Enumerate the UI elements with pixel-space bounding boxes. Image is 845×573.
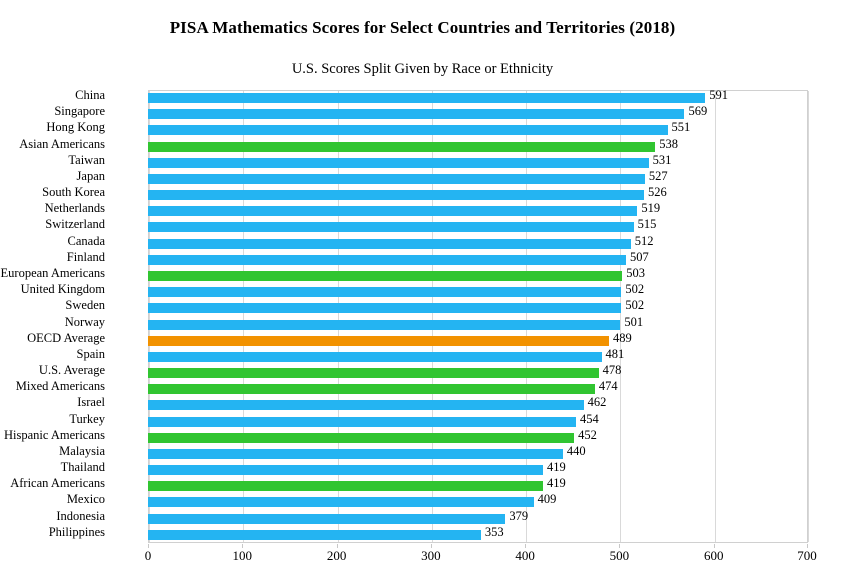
category-label: U.S. Average — [38, 363, 105, 378]
bar-row — [19, 136, 808, 157]
bar-value-label: 353 — [484, 524, 504, 539]
x-tick-label: 600 — [703, 548, 724, 563]
bar-row — [46, 120, 808, 140]
bar-value-label: 551 — [671, 120, 691, 135]
bar-row — [0, 265, 808, 286]
bar-value-label: 512 — [634, 233, 654, 248]
bar-value-label: 526 — [647, 185, 667, 200]
x-tick-label: 200 — [326, 548, 347, 563]
bar-value-label: 502 — [625, 282, 645, 297]
category-label: OECD Average — [27, 330, 105, 345]
bar-row — [76, 346, 808, 367]
category-label: China — [75, 88, 105, 102]
bar-row — [68, 152, 808, 173]
bar-value-label: 419 — [547, 476, 566, 491]
bar-row — [75, 88, 808, 108]
bar — [148, 449, 563, 459]
category-label: South Korea — [42, 185, 105, 200]
bar-row — [15, 379, 808, 399]
bar — [148, 125, 668, 135]
bar-row — [65, 298, 808, 318]
category-label: Israel — [77, 395, 105, 410]
x-tick-label: 400 — [515, 548, 535, 563]
bar — [148, 109, 684, 119]
category-label: Netherlands — [44, 201, 105, 216]
bar-row — [59, 443, 808, 464]
bar-row — [64, 314, 808, 335]
bar — [148, 190, 644, 200]
chart-title: PISA Mathematics Scores for Select Countries and Territories (2018) — [169, 18, 676, 37]
bar — [148, 417, 576, 427]
bar-value-label: 454 — [580, 411, 599, 426]
bar-row — [20, 282, 808, 302]
bar-value-label: 502 — [625, 298, 645, 313]
bar-row — [48, 524, 808, 545]
x-tick-label: 500 — [609, 548, 630, 563]
bar-value-label: 452 — [578, 427, 597, 442]
chart-subtitle: U.S. Scores Split Given by Race or Ethnicity — [291, 61, 554, 77]
bar-row — [54, 104, 808, 124]
bar-row — [60, 460, 808, 480]
bar — [148, 255, 626, 265]
x-tick-label: 300 — [421, 548, 441, 563]
bar-row — [66, 492, 808, 512]
category-label: African Americans — [10, 476, 105, 491]
bar — [148, 384, 595, 394]
bar — [148, 433, 574, 443]
bar — [148, 271, 622, 281]
x-tick-label: 0 — [144, 548, 152, 563]
bar-row — [45, 217, 808, 237]
bar-row — [66, 249, 808, 270]
bar-row — [3, 427, 808, 448]
bar-value-label: 440 — [566, 443, 586, 458]
bar — [148, 481, 543, 491]
bar-value-label: 503 — [626, 265, 645, 280]
category-label: Sweden — [65, 298, 105, 313]
gridline — [808, 91, 809, 542]
category-label: Philippines — [48, 524, 105, 539]
bar-row — [56, 508, 808, 529]
bar — [148, 239, 631, 249]
bar — [148, 287, 621, 297]
category-label: Spain — [76, 346, 105, 361]
bar-value-label: 515 — [637, 217, 657, 232]
category-label: Finland — [66, 249, 105, 264]
bar-value-label: 379 — [509, 508, 529, 523]
category-label: Singapore — [54, 104, 105, 119]
category-label: Thailand — [60, 460, 105, 475]
category-label: Canada — [67, 233, 105, 248]
bar-row — [10, 476, 808, 496]
category-label: Malaysia — [59, 443, 105, 458]
x-axis — [144, 544, 817, 570]
category-label: Indonesia — [56, 508, 105, 523]
bar-row — [77, 395, 808, 415]
x-tick-label: 100 — [232, 548, 253, 563]
bar-value-label: 409 — [537, 492, 557, 507]
bar-value-label: 507 — [630, 249, 649, 264]
bar-row — [76, 168, 808, 189]
bar — [148, 400, 584, 410]
bar-value-label: 531 — [652, 152, 672, 167]
category-label: United Kingdom — [20, 282, 105, 297]
category-label: Japan — [76, 168, 105, 183]
category-label: Mixed Americans — [15, 379, 105, 394]
category-label: Turkey — [69, 411, 105, 426]
bar — [148, 514, 505, 524]
bar-value-label: 481 — [605, 346, 625, 361]
bar — [148, 206, 637, 216]
bar — [148, 158, 649, 168]
bar-row — [69, 411, 808, 432]
bar — [148, 530, 481, 540]
category-label: Norway — [64, 314, 105, 329]
category-label: Mexico — [66, 492, 105, 507]
bar-row — [27, 330, 808, 351]
bar-series — [0, 88, 808, 543]
category-label: Hispanic Americans — [3, 427, 105, 442]
bar-value-label: 501 — [624, 314, 644, 329]
bar-row — [38, 363, 808, 383]
bar-value-label: 489 — [613, 330, 632, 345]
bar-row — [42, 185, 808, 205]
bar-value-label: 569 — [688, 104, 708, 119]
bar — [148, 465, 543, 475]
bar — [148, 368, 599, 378]
category-label: Switzerland — [45, 217, 105, 232]
bar-row — [44, 201, 808, 221]
x-tick-label: 700 — [797, 548, 817, 563]
bar-value-label: 538 — [659, 136, 678, 151]
bar — [148, 320, 620, 330]
bar — [148, 303, 621, 313]
bar-row — [67, 233, 808, 254]
bar-value-label: 478 — [602, 363, 622, 378]
bar-value-label: 462 — [587, 395, 607, 410]
bar-value-label: 527 — [648, 168, 668, 183]
bar-value-label: 519 — [641, 201, 661, 216]
bar-value-label: 419 — [547, 460, 566, 475]
bar — [148, 352, 602, 362]
bar — [148, 222, 634, 232]
bar-value-label: 591 — [709, 88, 728, 102]
category-label: Hong Kong — [46, 120, 105, 135]
category-label: Taiwan — [68, 152, 105, 167]
bar — [148, 336, 609, 346]
bar-value-label: 474 — [598, 379, 618, 394]
category-label: Asian Americans — [19, 136, 105, 151]
bar — [148, 174, 645, 184]
bar — [148, 93, 705, 103]
bar — [148, 497, 534, 507]
bar — [148, 142, 655, 152]
category-label: European Americans — [0, 265, 105, 280]
